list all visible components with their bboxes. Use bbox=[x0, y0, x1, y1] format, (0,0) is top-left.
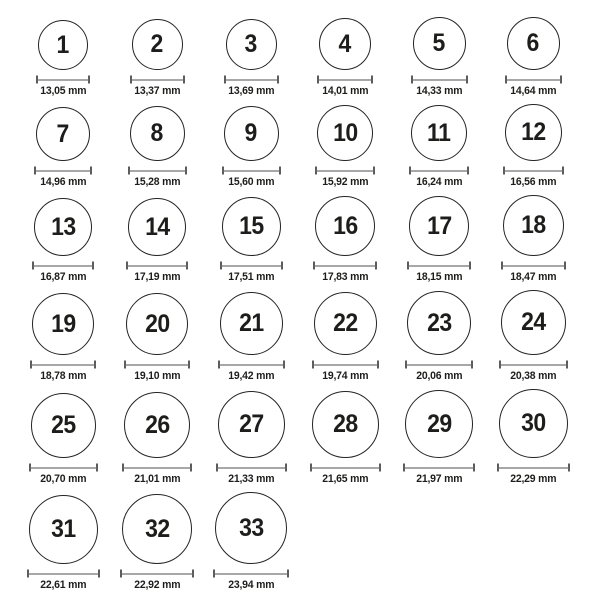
ring-size-row bbox=[16, 389, 600, 485]
ring-size-cell bbox=[298, 292, 392, 382]
diameter-label: 16,87 mm bbox=[39, 271, 87, 283]
ring-size-row bbox=[16, 290, 600, 382]
diameter-label: 13,05 mm bbox=[39, 85, 87, 97]
ring-size-row bbox=[16, 104, 600, 188]
ring-size-cell bbox=[204, 492, 298, 591]
diameter-measure-line-icon bbox=[505, 75, 562, 84]
ring-size-number: 10 bbox=[332, 118, 358, 147]
diameter-measure-line-icon bbox=[36, 75, 90, 84]
ring-circle bbox=[319, 18, 371, 70]
ring-size-number: 19 bbox=[50, 309, 76, 338]
ring-circle bbox=[411, 105, 467, 161]
diameter-label: 17,83 mm bbox=[321, 271, 369, 283]
ring-circle bbox=[503, 195, 564, 256]
diameter-label: 14,96 mm bbox=[39, 176, 87, 188]
ring-size-cell bbox=[16, 20, 110, 97]
ring-circle bbox=[314, 292, 377, 355]
ring-size-number: 27 bbox=[238, 410, 264, 438]
diameter-measure-line-icon bbox=[317, 75, 373, 84]
diameter-label: 19,74 mm bbox=[321, 370, 369, 382]
diameter-label: 22,29 mm bbox=[509, 473, 557, 485]
diameter-measure-line-icon bbox=[313, 261, 377, 270]
ring-circle bbox=[505, 104, 562, 161]
ring-size-cell bbox=[392, 291, 486, 382]
ring-size-cell bbox=[486, 104, 580, 188]
diameter-measure-line-icon bbox=[411, 75, 468, 84]
diameter-measure-line-icon bbox=[224, 75, 279, 84]
ring-circle bbox=[312, 391, 379, 458]
diameter-label: 20,70 mm bbox=[39, 473, 87, 485]
diameter-measure-line-icon bbox=[497, 463, 570, 472]
ring-circle bbox=[224, 106, 279, 161]
ring-size-number: 1 bbox=[56, 30, 70, 59]
diameter-measure-line-icon bbox=[32, 261, 94, 270]
diameter-measure-line-icon bbox=[499, 360, 568, 369]
ring-size-number: 23 bbox=[426, 308, 452, 337]
diameter-label: 21,65 mm bbox=[321, 473, 369, 485]
diameter-label: 18,47 mm bbox=[509, 271, 557, 283]
ring-circle bbox=[132, 19, 183, 70]
diameter-label: 18,15 mm bbox=[415, 271, 463, 283]
diameter-label: 20,38 mm bbox=[509, 370, 557, 382]
ring-size-number: 18 bbox=[520, 211, 546, 239]
ring-size-number: 29 bbox=[426, 409, 452, 438]
ring-size-cell bbox=[486, 195, 580, 283]
diameter-measure-line-icon bbox=[218, 360, 285, 369]
ring-size-cell bbox=[486, 389, 580, 485]
diameter-label: 16,24 mm bbox=[415, 176, 463, 188]
ring-circle bbox=[315, 196, 375, 256]
ring-circle bbox=[215, 492, 287, 564]
ring-size-number: 7 bbox=[56, 119, 70, 148]
diameter-label: 13,37 mm bbox=[133, 85, 181, 97]
ring-size-cell bbox=[204, 197, 298, 283]
ring-size-number: 17 bbox=[426, 211, 452, 240]
ring-size-number: 21 bbox=[238, 309, 264, 337]
diameter-label: 21,33 mm bbox=[227, 473, 275, 485]
ring-size-cell bbox=[110, 106, 204, 188]
diameter-measure-line-icon bbox=[122, 463, 192, 472]
diameter-label: 15,28 mm bbox=[133, 176, 181, 188]
diameter-label: 15,60 mm bbox=[227, 176, 275, 188]
diameter-label: 19,42 mm bbox=[227, 370, 275, 382]
ring-size-number: 13 bbox=[50, 212, 76, 241]
ring-circle bbox=[36, 107, 90, 161]
ring-circle bbox=[29, 495, 98, 564]
ring-size-number: 5 bbox=[432, 29, 446, 57]
ring-size-cell bbox=[392, 17, 486, 97]
diameter-label: 18,78 mm bbox=[39, 370, 87, 382]
diameter-measure-line-icon bbox=[501, 261, 566, 270]
ring-circle bbox=[38, 20, 88, 70]
ring-size-number: 8 bbox=[150, 119, 164, 147]
ring-size-number: 26 bbox=[144, 410, 170, 439]
ring-size-cell bbox=[16, 393, 110, 485]
diameter-label: 22,61 mm bbox=[39, 579, 87, 591]
diameter-measure-line-icon bbox=[27, 569, 100, 578]
ring-size-number: 20 bbox=[144, 309, 170, 338]
ring-size-number: 33 bbox=[238, 513, 264, 542]
diameter-measure-line-icon bbox=[34, 166, 92, 175]
ring-size-cell bbox=[110, 494, 204, 591]
diameter-measure-line-icon bbox=[312, 360, 379, 369]
diameter-label: 14,33 mm bbox=[415, 85, 463, 97]
ring-size-cell bbox=[392, 196, 486, 283]
ring-size-cell bbox=[16, 495, 110, 591]
ring-size-number: 14 bbox=[144, 212, 170, 241]
ring-circle bbox=[126, 293, 188, 355]
diameter-measure-line-icon bbox=[503, 166, 564, 175]
diameter-label: 14,01 mm bbox=[321, 85, 369, 97]
diameter-measure-line-icon bbox=[29, 463, 98, 472]
diameter-label: 19,10 mm bbox=[133, 370, 181, 382]
diameter-measure-line-icon bbox=[126, 261, 188, 270]
ring-circle bbox=[222, 197, 281, 256]
diameter-measure-line-icon bbox=[220, 261, 283, 270]
ring-circle bbox=[218, 391, 285, 458]
diameter-label: 21,97 mm bbox=[415, 473, 463, 485]
diameter-measure-line-icon bbox=[409, 166, 469, 175]
ring-size-number: 22 bbox=[332, 309, 358, 337]
ring-size-number: 15 bbox=[238, 212, 264, 240]
ring-size-row bbox=[16, 195, 600, 283]
ring-size-number: 4 bbox=[338, 29, 352, 58]
ring-circle bbox=[124, 392, 190, 458]
ring-circle bbox=[34, 198, 92, 256]
diameter-label: 20,06 mm bbox=[415, 370, 463, 382]
ring-size-number: 16 bbox=[332, 211, 358, 240]
diameter-label: 23,94 mm bbox=[227, 579, 275, 591]
diameter-measure-line-icon bbox=[403, 463, 475, 472]
ring-size-number: 25 bbox=[50, 411, 76, 439]
diameter-measure-line-icon bbox=[120, 569, 194, 578]
ring-size-cell bbox=[298, 18, 392, 97]
diameter-measure-line-icon bbox=[130, 75, 185, 84]
ring-size-cell bbox=[204, 292, 298, 382]
ring-circle bbox=[499, 389, 568, 458]
ring-size-cell bbox=[16, 198, 110, 283]
ring-circle bbox=[507, 17, 560, 70]
diameter-label: 13,69 mm bbox=[227, 85, 275, 97]
diameter-measure-line-icon bbox=[124, 360, 190, 369]
ring-size-number: 9 bbox=[244, 119, 258, 147]
diameter-measure-line-icon bbox=[216, 463, 287, 472]
ring-size-row bbox=[16, 492, 600, 591]
diameter-measure-line-icon bbox=[405, 360, 473, 369]
diameter-measure-line-icon bbox=[222, 166, 281, 175]
ring-circle bbox=[220, 292, 283, 355]
ring-size-cell bbox=[486, 17, 580, 97]
ring-size-cell bbox=[486, 290, 580, 382]
ring-size-cell bbox=[110, 392, 204, 485]
ring-circle bbox=[32, 293, 94, 355]
ring-circle bbox=[407, 291, 471, 355]
ring-size-number: 28 bbox=[332, 410, 358, 438]
diameter-measure-line-icon bbox=[315, 166, 375, 175]
ring-circle bbox=[226, 19, 277, 70]
ring-size-number: 32 bbox=[144, 514, 170, 543]
diameter-measure-line-icon bbox=[407, 261, 471, 270]
ring-circle bbox=[122, 494, 192, 564]
ring-circle bbox=[317, 105, 373, 161]
diameter-measure-line-icon bbox=[310, 463, 381, 472]
ring-size-number: 6 bbox=[526, 29, 540, 57]
diameter-measure-line-icon bbox=[30, 360, 96, 369]
diameter-label: 17,51 mm bbox=[227, 271, 275, 283]
ring-size-cell bbox=[204, 391, 298, 485]
diameter-measure-line-icon bbox=[128, 166, 187, 175]
diameter-label: 14,64 mm bbox=[509, 85, 557, 97]
diameter-measure-line-icon bbox=[213, 569, 289, 578]
ring-size-number: 2 bbox=[150, 30, 164, 58]
ring-size-number: 31 bbox=[50, 515, 76, 543]
diameter-label: 22,92 mm bbox=[133, 579, 181, 591]
diameter-label: 21,01 mm bbox=[133, 473, 181, 485]
ring-size-cell bbox=[204, 19, 298, 97]
ring-size-cell bbox=[298, 196, 392, 283]
ring-size-number: 11 bbox=[427, 118, 451, 147]
ring-size-cell bbox=[16, 293, 110, 382]
diameter-label: 15,92 mm bbox=[321, 176, 369, 188]
ring-size-cell bbox=[392, 105, 486, 188]
ring-size-cell bbox=[110, 293, 204, 382]
ring-size-number: 3 bbox=[244, 30, 258, 58]
ring-size-cell bbox=[392, 390, 486, 485]
ring-size-cell bbox=[298, 105, 392, 188]
ring-size-number: 30 bbox=[520, 409, 546, 437]
ring-size-cell bbox=[110, 19, 204, 97]
diameter-label: 16,56 mm bbox=[509, 176, 557, 188]
ring-size-cell bbox=[110, 198, 204, 283]
ring-circle bbox=[31, 393, 96, 458]
ring-circle bbox=[128, 198, 186, 256]
ring-size-cell bbox=[204, 106, 298, 188]
ring-size-cell bbox=[16, 107, 110, 188]
diameter-label: 17,19 mm bbox=[133, 271, 181, 283]
ring-circle bbox=[130, 106, 185, 161]
ring-size-number: 24 bbox=[520, 308, 546, 336]
ring-size-row bbox=[16, 17, 600, 97]
ring-circle bbox=[501, 290, 566, 355]
ring-size-number: 12 bbox=[520, 118, 546, 146]
ring-circle bbox=[413, 17, 466, 70]
ring-circle bbox=[405, 390, 473, 458]
ring-circle bbox=[409, 196, 469, 256]
ring-size-cell bbox=[298, 391, 392, 485]
